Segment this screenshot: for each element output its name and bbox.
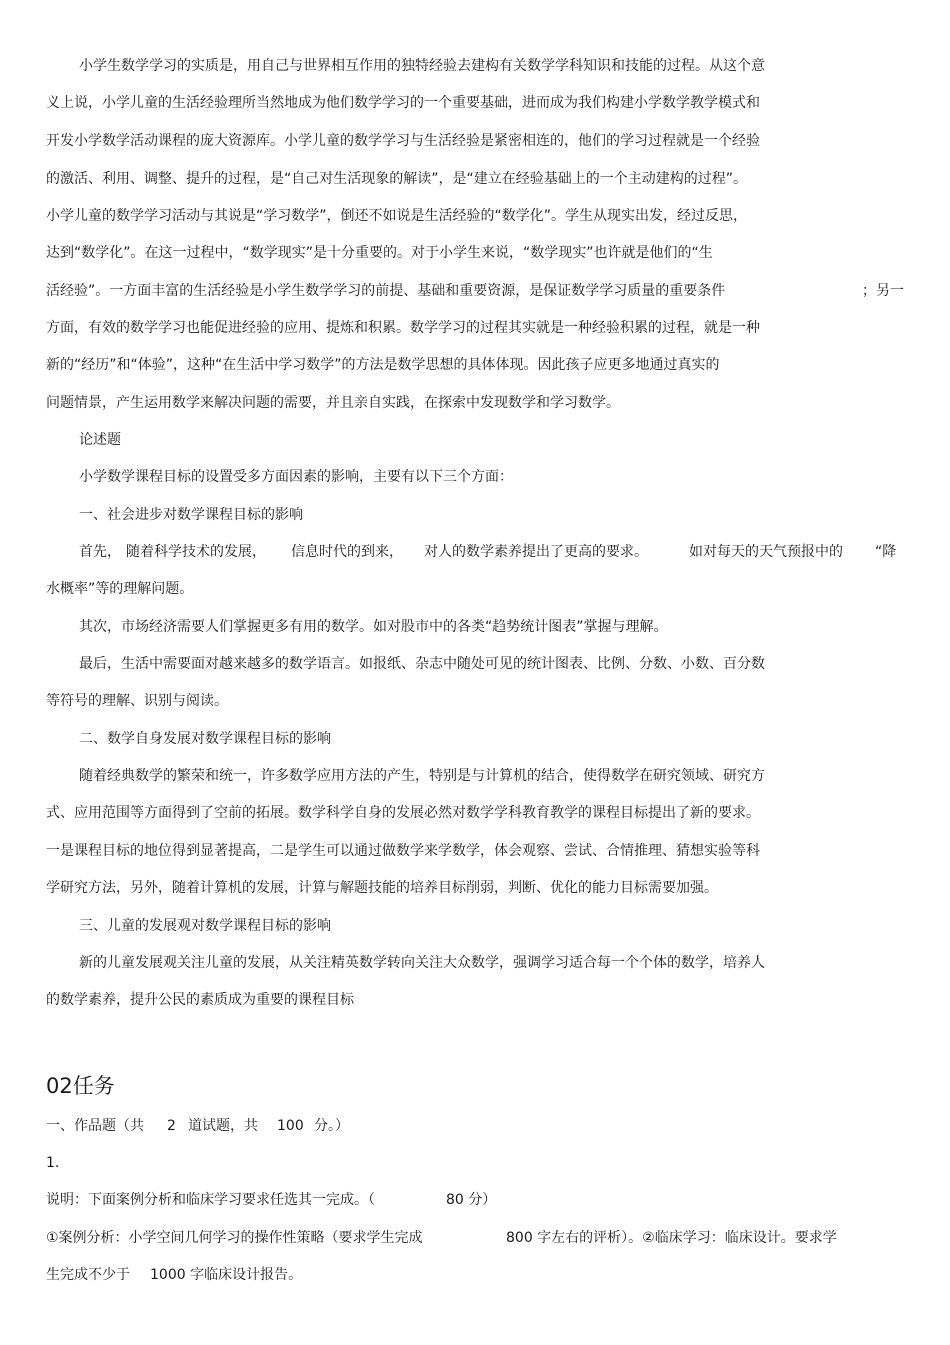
question-number: 1.: [46, 1155, 60, 1171]
paragraph-fragment: 首先，: [79, 544, 121, 560]
question-fragment: ①案例分析：小学空间几何学习的操作性策略（要求学生完成: [46, 1230, 423, 1246]
paragraph-line: 随着经典数学的繁荣和统一，许多数学应用方法的产生，特别是与计算机的结合，使得数学在研究领域、研究方: [79, 768, 765, 784]
paragraph-line: 活经验”。一方面丰富的生活经验是小学生数学学习的前提、基础和重要资源，是保证数学学习质量的重要条件: [46, 283, 726, 299]
question-fragment: 说明：下面案例分析和临床学习要求任选其一完成。（: [46, 1192, 375, 1208]
section-title: 一、社会进步对数学课程目标的影响: [79, 507, 303, 523]
paragraph-line: 的激活、利用、调整、提升的过程，是“自己对生活现象的解读”，是“建立在经验基础上的一个主动建构的过程”。: [46, 171, 748, 187]
paragraph-fragment: “降: [875, 544, 897, 560]
task-fragment: 2: [167, 1118, 176, 1134]
paragraph-fragment: 信息时代的到来，: [291, 544, 403, 560]
question-fragment: 80 分）: [446, 1192, 497, 1208]
paragraph-line: 小学生数学学习的实质是，用自己与世界相互作用的独特经验去建构有关数学学科知识和技能的过程。从这个意: [79, 58, 765, 74]
paragraph-line: 水概率”等的理解问题。: [46, 581, 194, 597]
task-fragment: 道试题，共: [188, 1118, 258, 1134]
paragraph-fragment: 随着科学技术的发展，: [126, 544, 266, 560]
paragraph-line: 一是课程目标的地位得到显著提高，二是学生可以通过做数学来学数学，体会观察、尝试、合情推理、猜想实验等科: [46, 843, 760, 859]
paragraph-line: 义上说，小学儿童的生活经验理所当然地成为他们数学学习的一个重要基础，进而成为我们构建小学数学教学模式和: [46, 95, 760, 111]
question-fragment: 800 字左右的评析）。②临床学习：临床设计。要求学: [506, 1230, 837, 1246]
paragraph-line: 开发小学数学活动课程的庞大资源库。小学儿童的数学学习与生活经验是紧密相连的，他们的学习过程就是一个经验: [46, 133, 760, 149]
paragraph-line: 小学儿童的数学学习活动与其说是“学习数学”，倒还不如说是生活经验的“数学化”。学生从现实出发，经过反思，: [46, 208, 748, 224]
paragraph-line: 其次，市场经济需要人们掌握更多有用的数学。如对股市中的各类“趋势统计图表”掌握与理解。: [79, 619, 668, 635]
task-fragment: 一、作品题（共: [46, 1118, 144, 1134]
essay-label: 论述题: [79, 432, 121, 448]
paragraph-line: 新的“经历”和“体验”，这种“在生活中学习数学”的方法是数学思想的具体体现。因此孩子应更多地通过真实的: [46, 357, 720, 373]
question-fragment: 生完成不少于: [46, 1267, 130, 1283]
paragraph-line: 问题情景，产生运用数学来解决问题的需要，并且亲自实践，在探索中发现数学和学习数学。: [46, 395, 620, 411]
paragraph-line: 式、应用范围等方面得到了空前的拓展。数学科学自身的发展必然对数学学科教育教学的课程目标提出了新的要求。: [46, 805, 760, 821]
essay-intro: 小学数学课程目标的设置受多方面因素的影响，主要有以下三个方面：: [79, 469, 513, 485]
paragraph-line: 新的儿童发展观关注儿童的发展，从关注精英数学转向关注大众数学，强调学习适合每一个个体的数学，培养人: [79, 955, 765, 971]
paragraph-line: 方面，有效的数学学习也能促进经验的应用、提炼和积累。数学学习的过程其实就是一种经验积累的过程，就是一种: [46, 320, 760, 336]
paragraph-line: 等符号的理解、识别与阅读。: [46, 693, 228, 709]
paragraph-line-tail: ；另一: [862, 283, 904, 299]
section-title: 三、儿童的发展观对数学课程目标的影响: [79, 918, 331, 934]
paragraph-fragment: 如对每天的天气预报中的: [689, 544, 843, 560]
task-fragment: 100: [277, 1118, 304, 1134]
paragraph-line: 最后，生活中需要面对越来越多的数学语言。如报纸、杂志中随处可见的统计图表、比例、分数、小数、百分数: [79, 656, 765, 672]
paragraph-line: 学研究方法，另外，随着计算机的发展，计算与解题技能的培养目标削弱，判断、优化的能力目标需要加强。: [46, 880, 718, 896]
paragraph-fragment: 对人的数学素养提出了更高的要求。: [424, 544, 648, 560]
question-fragment: 1000 字临床设计报告。: [150, 1267, 303, 1283]
section-title: 二、数学自身发展对数学课程目标的影响: [79, 731, 331, 747]
task-fragment: 分。）: [314, 1118, 349, 1134]
paragraph-line: 达到“数学化”。在这一过程中，“数学现实”是十分重要的。对于小学生来说，“数学现实”也许就是他们的“生: [46, 245, 713, 261]
task-heading: 02任务: [46, 1074, 115, 1098]
paragraph-line: 的数学素养，提升公民的素质成为重要的课程目标: [46, 992, 354, 1008]
